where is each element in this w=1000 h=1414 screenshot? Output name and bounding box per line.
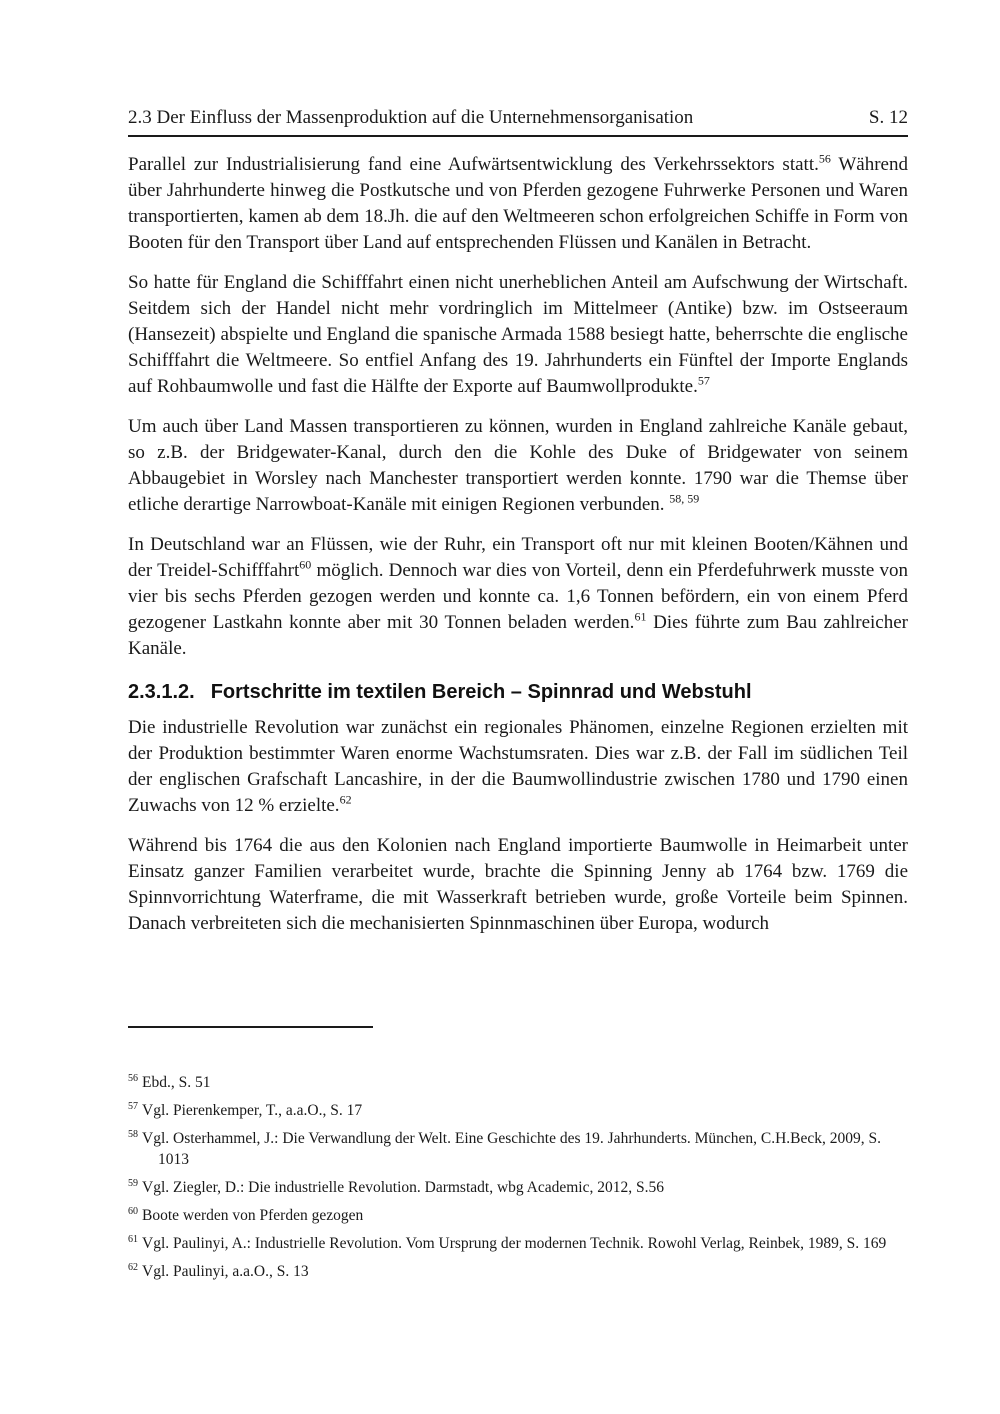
paragraph-text: möglich. Dennoch war dies von Vorteil, denn ein Pferdefuhrwerk musste von vier bis sechs Pferden gezogen werden und konnte ca. 1,6 Tonnen befördern, ein von einem Pferd gezogener Lastkahn konnte aber mit 30 Tonnen beladen werden. xyxy=(128,560,909,633)
footnote-ref-57: 57 xyxy=(697,373,710,388)
footnote-number: 62 xyxy=(128,1261,138,1273)
footnote-number: 61 xyxy=(128,1233,138,1245)
paragraph-text: Während über Jahrhunderte hinweg die Postkutsche und von Pferden gezogene Fuhrwerke Personen und Waren transportierten, kamen ab dem 18.Jh. die auf den Weltmeeren schon erfolgreichen Schiffe in Form von Booten für den Transport über Land auf entsprechenden Flüssen und Kanälen in Betracht. xyxy=(128,154,908,253)
paragraph-text: Um auch über Land Massen transportieren zu können, wurden in England zahlreiche Kanäle gebaut, so z.B. der Bridgewater-Kanal, durch den die Kohle des Duke of Bridgewater von seinem Abbaugebiet in Worsley nach Manchester transportiert werden konnte. 1790 war die Themse über etliche derartige Narrowboat-Kanäle mit einigen Regionen verbunden. xyxy=(128,416,908,515)
section-heading-title: Fortschritte im textilen Bereich – Spinnrad und Webstuhl xyxy=(210,681,752,703)
section-heading-number: 2.3.1.2. xyxy=(128,681,195,703)
footnote-59 xyxy=(128,1177,908,1198)
paragraph-text: Dies führte zum Bau zahlreicher Kanäle. xyxy=(128,612,908,659)
paragraph-verkehrssektor xyxy=(128,152,908,256)
paragraph-text: Während bis 1764 die aus den Kolonien nach England importierte Baumwolle in Heimarbeit unter Einsatz ganzer Familien verarbeitet wurde, brachte die Spinning Jenny ab 1764 bzw. 1769 die Spinnvorrichtung Waterframe, die mit Wasserkraft betrieben wurde, große Vorteile beim Spinnen. Danach verbreiteten sich die mechanisierten Spinnmaschinen über Europa, wodurch xyxy=(128,835,908,934)
footnote-56 xyxy=(128,1072,908,1093)
footnote-text: Vgl. Ziegler, D.: Die industrielle Revolution. Darmstadt, wbg Academic, 2012, S.56 xyxy=(142,1179,664,1196)
footnote-ref-58-59: 58, 59 xyxy=(669,491,700,506)
footnote-ref-60: 60 xyxy=(299,557,312,572)
footnote-number: 59 xyxy=(128,1177,138,1189)
footnote-61 xyxy=(128,1233,908,1254)
footnote-number: 58 xyxy=(128,1128,138,1140)
footnote-58 xyxy=(128,1128,908,1170)
paragraph-text: So hatte für England die Schifffahrt einen nicht unerheblichen Anteil am Aufschwung der Wirtschaft. Seitdem sich der Handel nicht mehr vordringlich im Mittelmeer (Antike) bzw. im Ostseeraum (Hansezeit) abspielte und England die spanische Armada 1588 besiegt hatte, beherrschte die englische Schifffahrt die Weltmeere. So entfiel Anfang des 19. Jahrhunderts ein Fünftel der Importe Englands auf Rohbaumwolle und fast die Hälfte der Exporte auf Baumwollprodukte. xyxy=(128,272,908,397)
paragraph-text: Parallel zur Industrialisierung fand eine Aufwärtsentwicklung des Verkehrssektors statt. xyxy=(128,154,819,175)
footnote-separator xyxy=(128,1026,373,1028)
footnote-text: Boote werden von Pferden gezogen xyxy=(142,1207,364,1224)
footnote-text: Ebd., S. 51 xyxy=(142,1074,211,1091)
section-heading xyxy=(128,680,908,704)
paragraph-industrielle-revolution xyxy=(128,715,908,819)
paragraph-deutschland xyxy=(128,532,908,662)
footnote-text: Vgl. Paulinyi, a.a.O., S. 13 xyxy=(142,1263,309,1280)
header-title: 2.3 Der Einfluss der Massenproduktion auf die Unternehmensorganisation xyxy=(128,107,694,128)
running-header xyxy=(128,106,908,137)
footnote-ref-62: 62 xyxy=(339,792,352,807)
footnote-number: 57 xyxy=(128,1100,138,1112)
header-page-number: S. 12 xyxy=(868,107,908,128)
footnote-ref-56: 56 xyxy=(818,151,831,166)
paragraph-schifffahrt xyxy=(128,270,908,400)
footnote-number: 56 xyxy=(128,1072,138,1084)
footnote-62 xyxy=(128,1261,908,1282)
paragraph-spinning-jenny xyxy=(128,833,908,937)
footnote-57 xyxy=(128,1100,908,1121)
footnote-text: Vgl. Pierenkemper, T., a.a.O., S. 17 xyxy=(142,1102,363,1119)
paragraph-kanaele xyxy=(128,414,908,518)
page-body xyxy=(128,152,908,937)
paragraph-text: Die industrielle Revolution war zunächst ein regionales Phänomen, einzelne Regionen erzielten mit der Produktion bestimmter Waren enorme Wachstumsraten. Dies war z.B. der Fall im südlichen Teil der englischen Grafschaft Lancashire, in der die Baumwollindustrie zwischen 1780 und 1790 einen Zuwachs von 12 % erzielte. xyxy=(128,717,908,816)
paragraph-text: In Deutschland war an Flüssen, wie der Ruhr, ein Transport oft nur mit kleinen Booten/Kähnen und der Treidel-Schifffahrt xyxy=(128,534,908,581)
footnote-text: Vgl. Paulinyi, A.: Industrielle Revolution. Vom Ursprung der modernen Technik. Rowohl Verlag, Reinbek, 1989, S. 169 xyxy=(142,1235,887,1252)
footnote-text: Vgl. Osterhammel, J.: Die Verwandlung der Welt. Eine Geschichte des 19. Jahrhunderts. München, C.H.Beck, 2009, S. 1013 xyxy=(142,1130,882,1168)
footnote-60 xyxy=(128,1205,908,1226)
footnotes-section xyxy=(128,1026,908,1289)
footnote-ref-61: 61 xyxy=(634,609,647,624)
footnote-number: 60 xyxy=(128,1205,138,1217)
